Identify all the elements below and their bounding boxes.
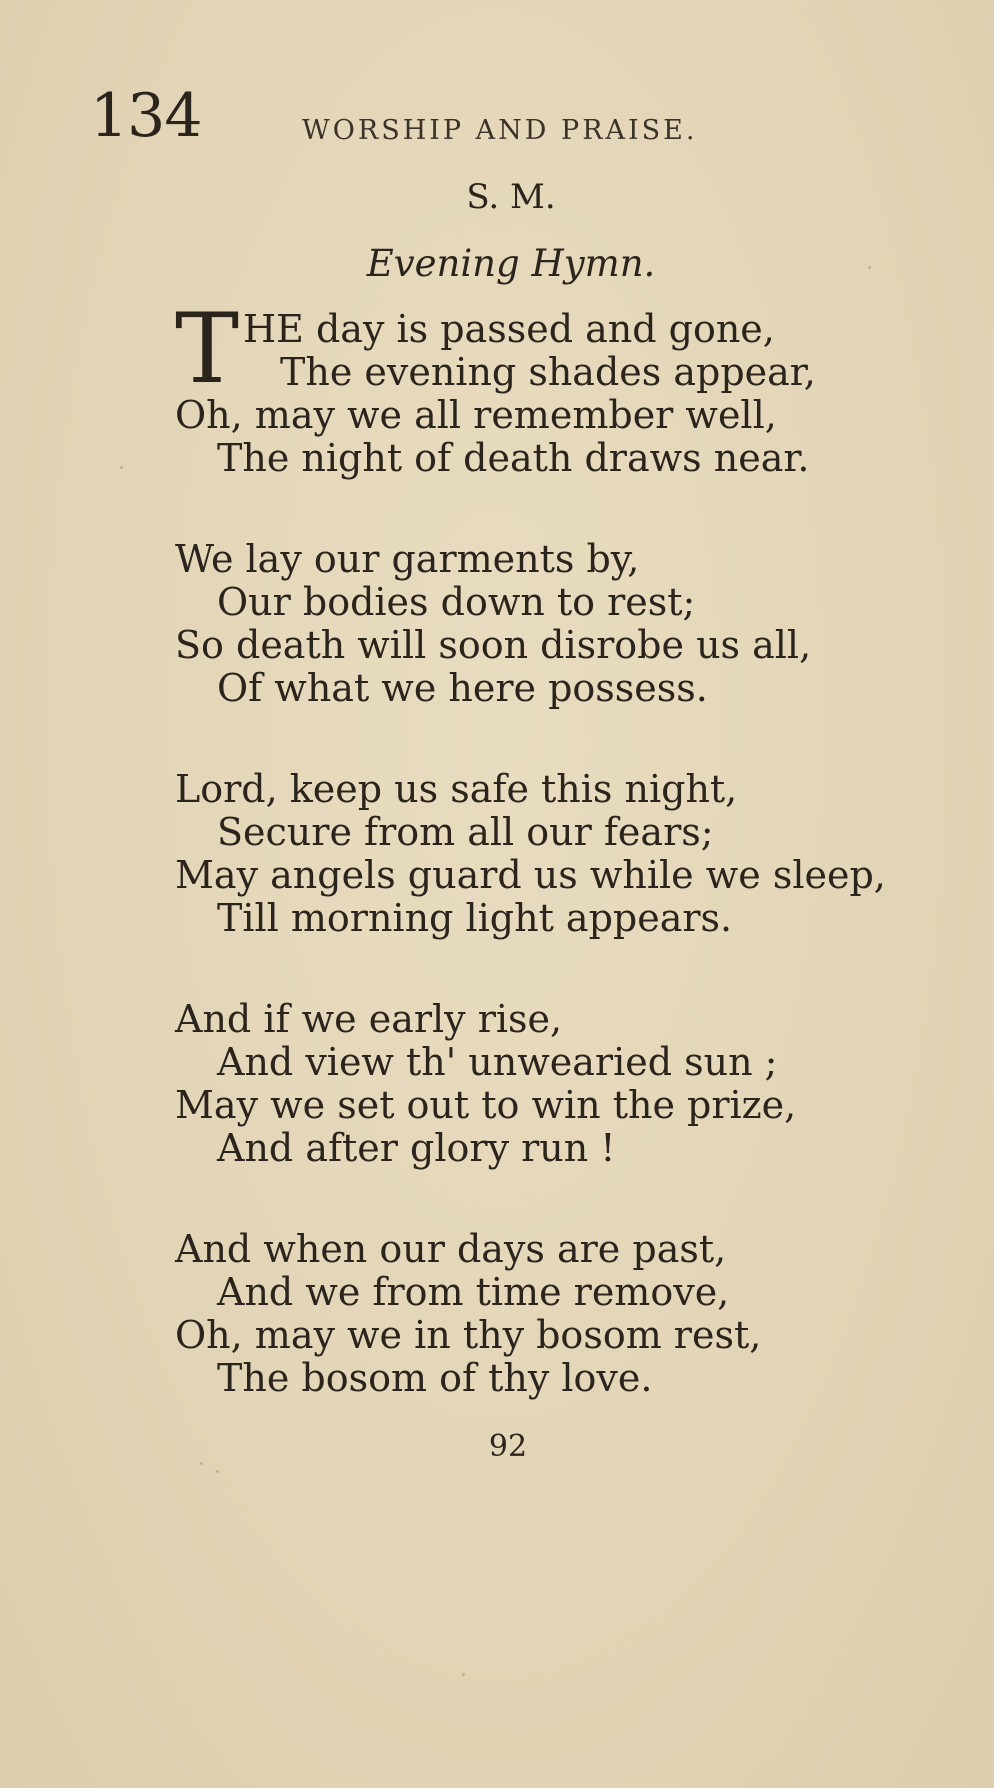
verse-3 — [175, 768, 975, 940]
verse-line: The night of death draws near. — [217, 436, 810, 480]
paper-speck — [120, 466, 123, 469]
verse-line: And view th' unwearied sun ; — [217, 1040, 778, 1084]
verse-line: And we from time remove, — [217, 1270, 730, 1314]
verse-line: And after glory run ! — [217, 1126, 616, 1170]
hymn-verses — [175, 293, 975, 1458]
verse-line: And if we early rise, — [175, 997, 563, 1041]
paper-speck — [216, 1470, 219, 1473]
verse-line: Oh, may we all remember well, — [175, 393, 777, 437]
running-title: WORSHIP AND PRAISE. — [302, 115, 698, 146]
paper-speck — [868, 266, 871, 269]
verse-line: And when our days are past, — [175, 1227, 727, 1271]
paper-speck — [462, 1673, 465, 1676]
verse-line: Of what we here possess. — [217, 666, 708, 710]
page-number: 92 — [488, 1429, 528, 1464]
verse-1 — [175, 293, 975, 480]
hymn-number: 134 — [90, 81, 202, 151]
verse-line: The evening shades appear, — [280, 350, 816, 394]
drop-cap: T — [175, 293, 240, 405]
verse-line: Lord, keep us safe this night, — [175, 767, 738, 811]
hymn-title: Evening Hymn. — [366, 242, 656, 285]
verse-line: HE day is passed and gone, — [243, 307, 775, 351]
verse-line: May angels guard us while we sleep, — [175, 853, 886, 897]
verse-5 — [175, 1228, 975, 1400]
paper-speck — [200, 1462, 203, 1465]
verse-4 — [175, 998, 975, 1170]
verse-line: Secure from all our fears; — [217, 810, 714, 854]
verse-2 — [175, 538, 975, 710]
verse-line: The bosom of thy love. — [217, 1356, 653, 1400]
verse-line: May we set out to win the prize, — [175, 1083, 797, 1127]
verse-line: Till morning light appears. — [217, 896, 733, 940]
hymn-meter: S. M. — [466, 177, 556, 217]
verse-line: So death will soon disrobe us all, — [175, 623, 812, 667]
verse-line: Oh, may we in thy bosom rest, — [175, 1313, 762, 1357]
verse-line: We lay our garments by, — [175, 537, 640, 581]
verse-line: Our bodies down to rest; — [217, 580, 696, 624]
